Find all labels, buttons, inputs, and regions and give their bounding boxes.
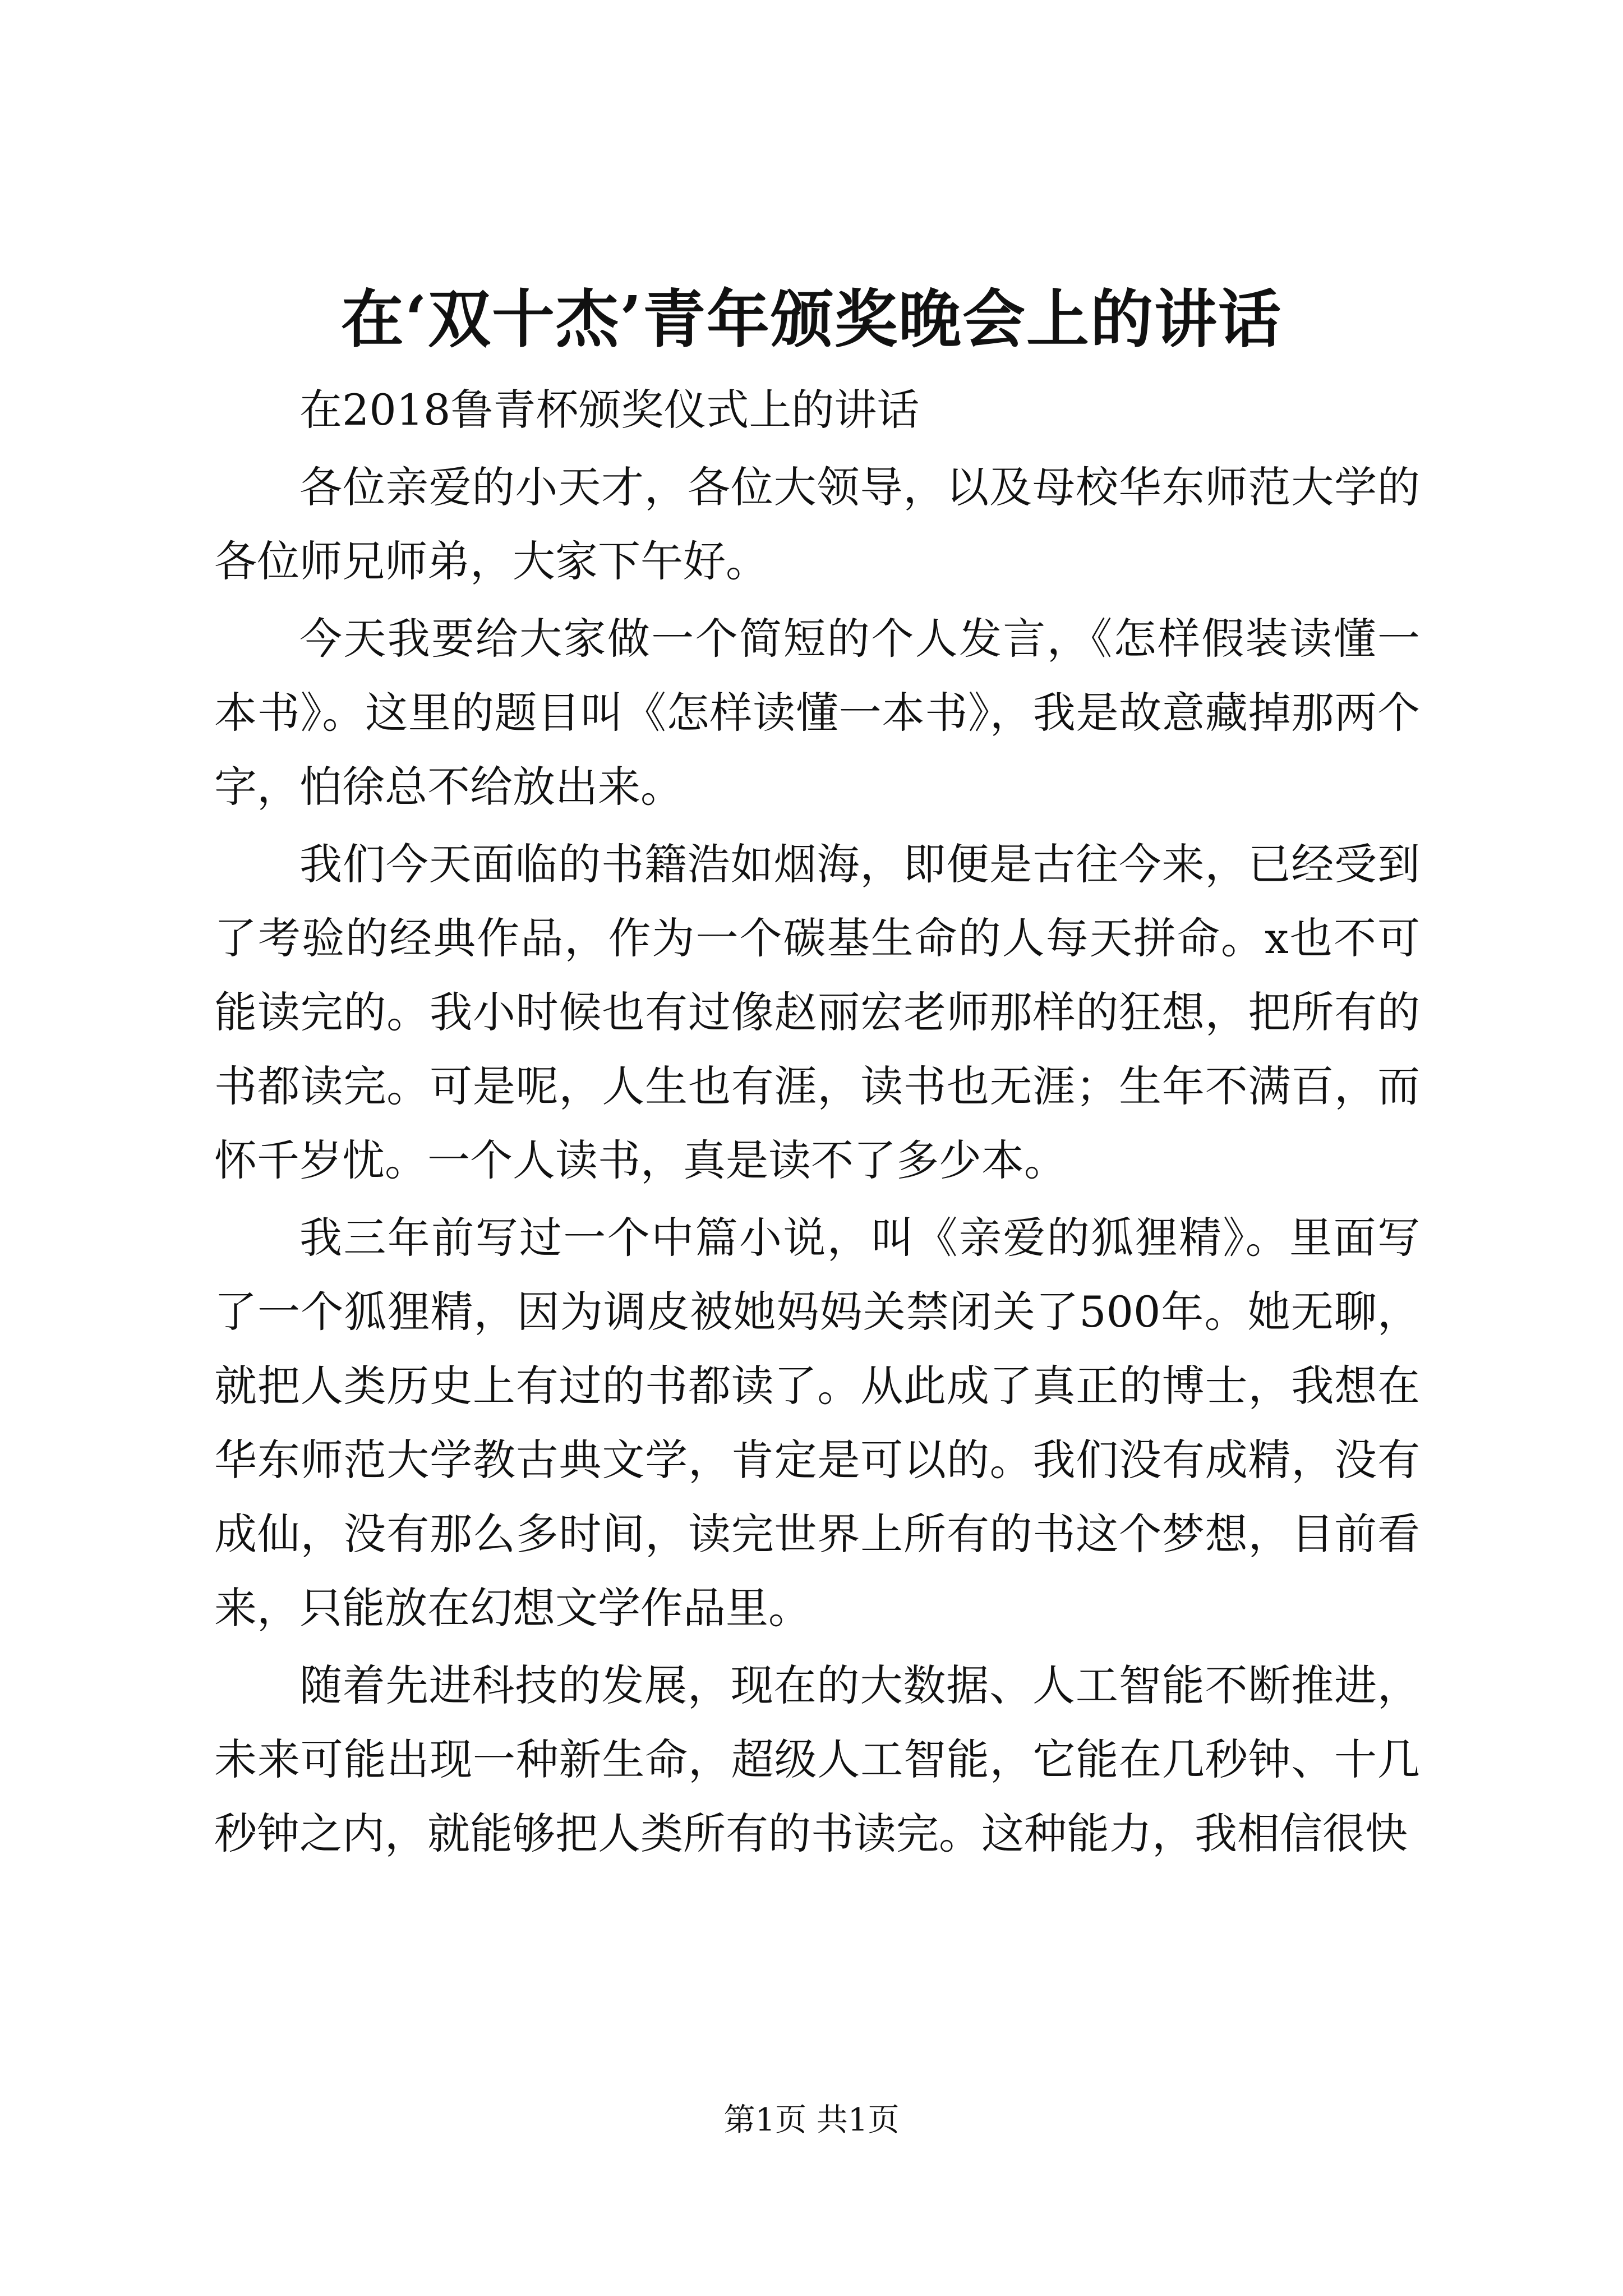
paragraph-greeting: 各位亲爱的小天才，各位大领导，以及母校华东师范大学的各位师兄师弟，大家下午好。	[214, 462, 1420, 586]
page-number-footer: 第1页 共1页	[723, 2102, 900, 2138]
paragraph-subtitle: 在2018鲁青杯颁奖仪式上的讲话	[299, 385, 920, 435]
paragraph: 今天我要给大家做一个简短的个人发言，《怎样假装读懂一本书》。这里的题目叫《怎样读懂一本书》，我是故意藏掉那两个字，怕徐总不给放出来。	[214, 614, 1420, 812]
document-body	[214, 373, 1420, 1871]
paragraph: 我们今天面临的书籍浩如烟海，即便是古往今来，已经受到了考验的经典作品，作为一个碳基生命的人每天拼命。x也不可能读完的。我小时候也有过像赵丽宏老师那样的狂想，把所有的书都读完。可是呢，人生也有涯，读书也无涯；生年不满百，而怀千岁忧。一个人读书，真是读不了多少本。	[214, 839, 1420, 1185]
paragraph: 我三年前写过一个中篇小说，叫《亲爱的狐狸精》。里面写了一个狐狸精，因为调皮被她妈妈关禁闭关了500年。她无聊，就把人类历史上有过的书都读了。从此成了真正的博士，我想在华东师范大学教古典文学，肯定是可以的。我们没有成精，没有成仙，没有那么多时间，读完世界上所有的书这个梦想，目前看来，只能放在幻想文学作品里。	[214, 1213, 1420, 1633]
document-title: 在‘双十杰’青年颁奖晚会上的讲话	[341, 283, 1282, 356]
paragraph: 随着先进科技的发展，现在的大数据、人工智能不断推进，未来可能出现一种新生命，超级人工智能，它能在几秒钟、十几秒钟之内，就能够把人类所有的书读完。这种能力，我相信很快	[214, 1660, 1420, 1858]
